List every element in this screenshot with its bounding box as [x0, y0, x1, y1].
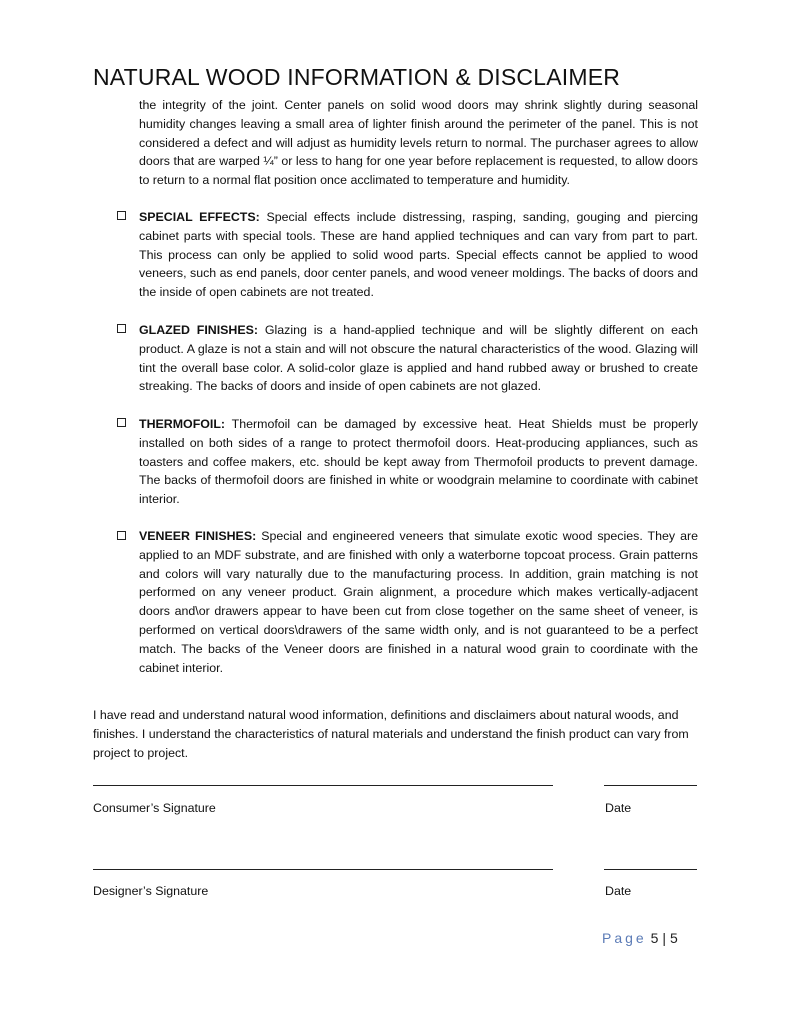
- page-number-footer: [602, 930, 678, 946]
- consumer-date-line[interactable]: [604, 785, 697, 786]
- page-separator: |: [662, 930, 667, 946]
- veneer-finishes-checkbox[interactable]: [117, 531, 126, 540]
- designer-date-line[interactable]: [604, 869, 697, 870]
- veneer-finishes-text: Special and engineered veneers that simulate exotic wood species. They are applied to an MDF substrate, and are finished with only a waterborne topcoat process. Grain patterns and colors will vary naturally due to the manufacturing process. In addition, grain matching is not performed on any veneer product. Grain alignment, a procedure which makes vertically-adjacent doors and\or drawers appear to have been cut from close together on the same sheet of veneer, is performed on vertical doors\drawers of the same width only, and is not guaranteed to be a perfect match. The backs of the Veneer doors are finished in a natural wood grain to coordinate with the cabinet interior.: [139, 529, 698, 675]
- designer-signature-label: Designer’s Signature: [93, 884, 209, 898]
- consumer-signature-label: Consumer’s Signature: [93, 801, 216, 815]
- intro-paragraph: the integrity of the joint. Center panels on solid wood doors may shrink slightly during seasonal humidity changes leaving a small area of lighter finish around the perimeter of the panel. This is not considered a defect and will adjust as humidity levels return to normal. The purchaser agrees to allow doors that are warped ¼” or less to hang for one year before replacement is requested, to allow doors to return to a normal flat position once acclimated to temperature and humidity.: [139, 98, 698, 188]
- special-effects-checkbox[interactable]: [117, 211, 126, 220]
- glazed-finishes-text: Glazing is a hand-applied technique and will be slightly different on each product. A glaze is not a stain and will not obscure the natural characteristics of the wood. Glazing will tint the overall base color. A solid-color glaze is applied and hand rubbed away or brushed to create streaking. The backs of doors and inside of open cabinets are not glazed.: [139, 323, 698, 394]
- page-word: Page: [602, 930, 647, 946]
- designer-date-label: Date: [605, 884, 632, 898]
- glazed-finishes-section: [139, 321, 698, 396]
- designer-signature-line[interactable]: [93, 869, 553, 870]
- special-effects-section: [139, 208, 698, 302]
- veneer-finishes-heading: VENEER FINISHES:: [139, 529, 257, 543]
- page-title: NATURAL WOOD INFORMATION & DISCLAIMER: [93, 64, 621, 90]
- glazed-finishes-checkbox[interactable]: [117, 324, 126, 333]
- thermofoil-section: [139, 415, 698, 509]
- page-current: 5: [650, 930, 659, 946]
- thermofoil-heading: THERMOFOIL:: [139, 417, 226, 431]
- thermofoil-text: Thermofoil can be damaged by excessive heat. Heat Shields must be properly installed on both sides of a range to protect thermofoil doors. Heat-producing appliances, such as toasters and coffee makers, etc. should be kept away from Thermofoil products to prevent damage. The backs of thermofoil doors are finished in white or woodgrain melamine to coordinate with cabinet interior.: [139, 417, 698, 507]
- consumer-signature-line[interactable]: [93, 785, 553, 786]
- consumer-date-label: Date: [605, 801, 632, 815]
- acknowledgement-text: I have read and understand natural wood information, definitions and disclaimers about natural woods, and finishes. I understand the characteristics of natural materials and understand the finish product can vary from project to project.: [93, 708, 689, 760]
- special-effects-heading: SPECIAL EFFECTS:: [139, 210, 260, 224]
- thermofoil-checkbox[interactable]: [117, 418, 126, 427]
- page-total: 5: [670, 930, 678, 946]
- special-effects-text: Special effects include distressing, rasping, sanding, gouging and piercing cabinet parts with special tools. These are hand applied techniques and can vary from part to part. This process can only be applied to solid wood parts. Special effects cannot be applied to wood veneers, such as end panels, door center panels, and wood veneer moldings. The backs of doors and the inside of open cabinets are not treated.: [139, 210, 699, 300]
- veneer-finishes-section: [139, 527, 698, 677]
- glazed-finishes-heading: GLAZED FINISHES:: [139, 323, 259, 337]
